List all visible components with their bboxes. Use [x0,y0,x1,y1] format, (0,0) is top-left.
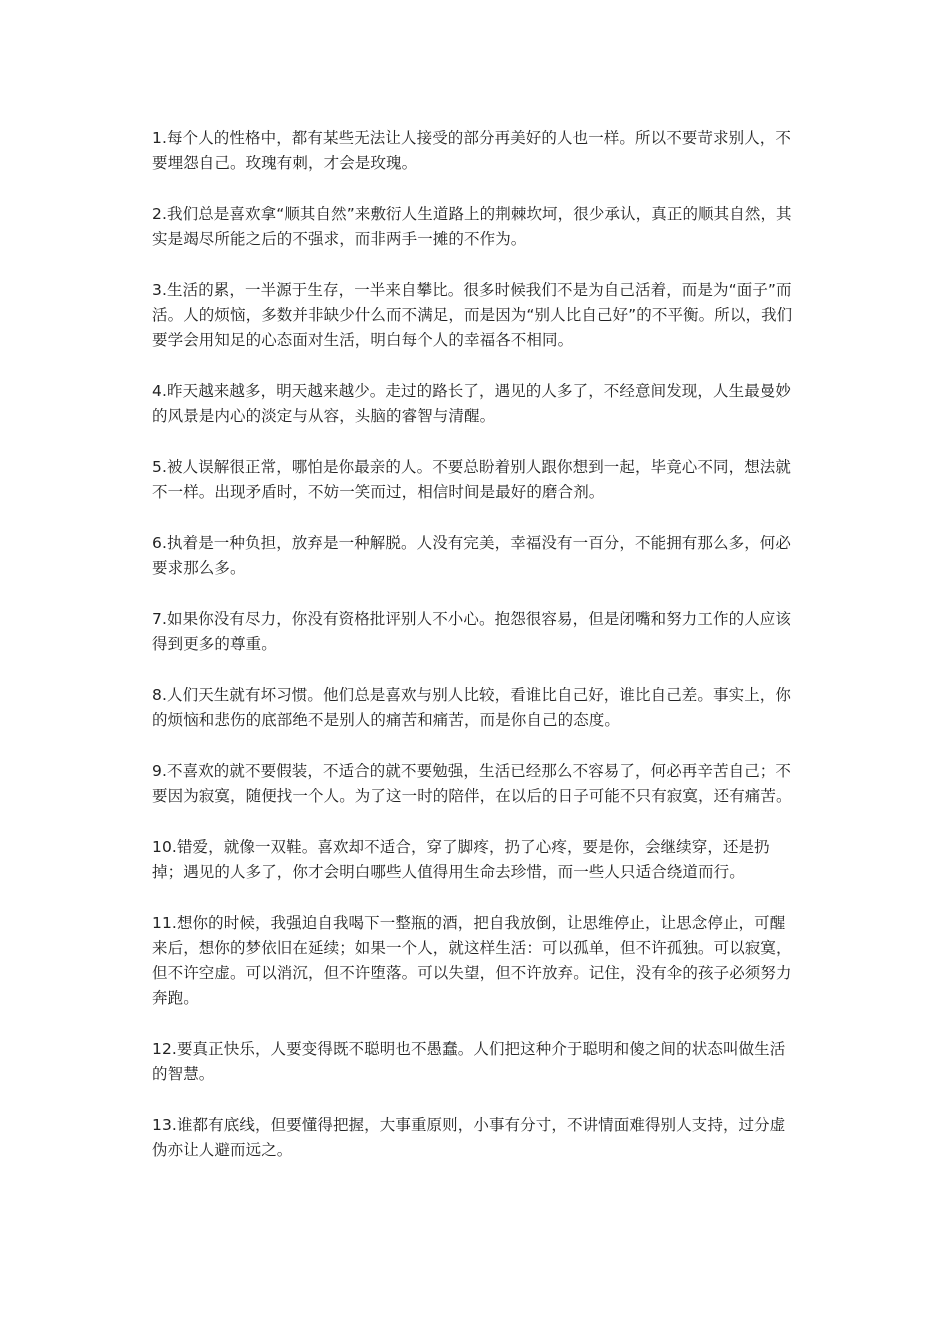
document-body [152,126,800,1189]
paragraph-3: 3.生活的累，一半源于生存，一半来自攀比。很多时候我们不是为自己活着，而是为“面子”而活。人的烦恼，多数并非缺少什么而不满足，而是因为“别人比自己好”的不平衡。所以，我们要学会用知足的心态面对生活，明白每个人的幸福各不相同。 [152,281,793,349]
paragraph-9: 9.不喜欢的就不要假装，不适合的就不要勉强，生活已经那么不容易了，何必再辛苦自己；不要因为寂寞，随便找一个人。为了这一时的陪伴，在以后的日子可能不只有寂寞，还有痛苦。 [152,762,792,805]
paragraph-2: 2.我们总是喜欢拿“顺其自然”来敷衍人生道路上的荆棘坎坷，很少承认，真正的顺其自然，其实是竭尽所能之后的不强求，而非两手一摊的不作为。 [152,205,792,248]
paragraph-6: 6.执着是一种负担，放弃是一种解脱。人没有完美，幸福没有一百分，不能拥有那么多，何必要求那么多。 [152,534,791,577]
paragraph-5: 5.被人误解很正常，哪怕是你最亲的人。不要总盼着别人跟你想到一起，毕竟心不同，想法就不一样。出现矛盾时，不妨一笑而过，相信时间是最好的磨合剂。 [152,458,791,501]
paragraph-11: 11.想你的时候，我强迫自我喝下一整瓶的酒，把自我放倒，让思维停止，让思念停止，可醒来后，想你的梦依旧在延续；如果一个人，就这样生活：可以孤单，但不许孤独。可以寂寞，但不许空虚。可以消沉，但不许堕落。可以失望，但不许放弃。记住，没有伞的孩子必须努力奔跑。 [152,914,792,1007]
paragraph-4: 4.昨天越来越多，明天越来越少。走过的路长了，遇见的人多了，不经意间发现，人生最曼妙的风景是内心的淡定与从容，头脑的睿智与清醒。 [152,382,791,425]
paragraph-7: 7.如果你没有尽力，你没有资格批评别人不小心。抱怨很容易，但是闭嘴和努力工作的人应该得到更多的尊重。 [152,610,791,653]
paragraph-12: 12.要真正快乐，人要变得既不聪明也不愚蠢。人们把这种介于聪明和傻之间的状态叫做生活的智慧。 [152,1040,786,1083]
paragraph-1: 1.每个人的性格中，都有某些无法让人接受的部分再美好的人也一样。所以不要苛求别人，不要埋怨自己。玫瑰有刺，才会是玫瑰。 [152,129,791,172]
paragraph-8: 8.人们天生就有坏习惯。他们总是喜欢与别人比较，看谁比自己好，谁比自己差。事实上，你的烦恼和悲伤的底部绝不是别人的痛苦和痛苦，而是你自己的态度。 [152,686,791,729]
paragraph-13: 13.谁都有底线，但要懂得把握，大事重原则，小事有分寸，不讲情面难得别人支持，过分虚伪亦让人避而远之。 [152,1116,786,1159]
paragraph-10: 10.错爱，就像一双鞋。喜欢却不适合，穿了脚疼，扔了心疼，要是你，会继续穿，还是扔掉；遇见的人多了，你才会明白哪些人值得用生命去珍惜，而一些人只适合绕道而行。 [152,838,770,881]
